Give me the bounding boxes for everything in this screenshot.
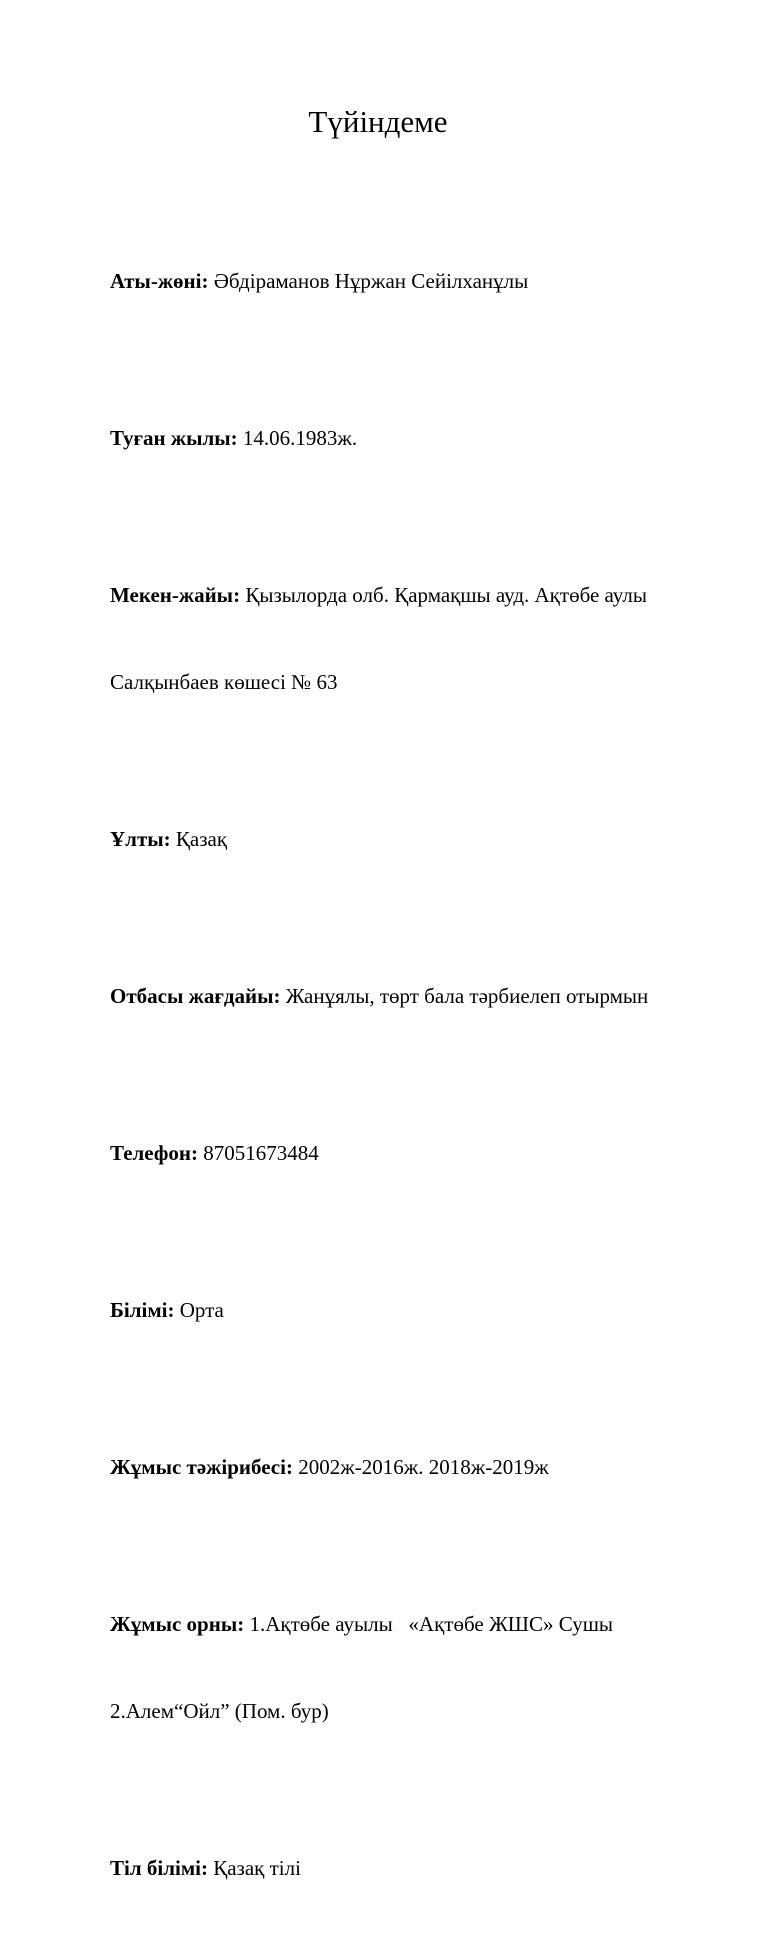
field-line [110, 825, 740, 854]
field-education [110, 1238, 740, 1383]
field-line-continuation: 2.Алем“Ойл” (Пом. бур) [110, 1699, 329, 1723]
field-value: 87051673484 [203, 1141, 319, 1165]
field-value: Қызылорда олб. Қармақшы ауд. Ақтөбе аулы [245, 583, 647, 607]
field-family-status [110, 924, 740, 1069]
field-label: Аты-жөні: [110, 269, 209, 293]
field-label: Мекен-жайы: [110, 583, 241, 607]
field-address [110, 523, 740, 755]
field-birth-date [110, 366, 740, 511]
field-value: 2002ж-2016ж. 2018ж-2019ж [298, 1455, 549, 1479]
field-label: Отбасы жағдайы: [110, 984, 281, 1008]
field-line [110, 424, 740, 453]
field-language [110, 1796, 740, 1941]
document-title: Түйіндеме [308, 104, 448, 139]
resume-fields [110, 209, 740, 1953]
field-line [110, 1610, 740, 1639]
field-line [110, 1139, 740, 1168]
field-label: Тіл білімі: [110, 1856, 208, 1880]
field-workplace [110, 1552, 740, 1784]
field-value: Жанұялы, төрт бала тәрбиелеп отырмын [285, 984, 649, 1008]
field-full-name [110, 209, 740, 354]
field-line [110, 1453, 740, 1482]
field-label: Туған жылы: [110, 426, 238, 450]
field-label: Телефон: [110, 1141, 199, 1165]
field-label: Білімі: [110, 1298, 175, 1322]
field-value: Қазақ тілі [213, 1856, 301, 1880]
field-label: Ұлты: [110, 827, 171, 851]
field-line [110, 581, 740, 610]
field-work-experience [110, 1395, 740, 1540]
field-nationality [110, 767, 740, 912]
field-line [110, 267, 740, 296]
field-value: Әбдіраманов Нұржан Сейілханұлы [213, 269, 529, 293]
field-value: 14.06.1983ж. [242, 426, 358, 450]
field-phone [110, 1081, 740, 1226]
field-line [110, 1296, 740, 1325]
field-value: Қазақ [175, 827, 228, 851]
field-label: Жұмыс орны: [110, 1612, 245, 1636]
field-line [110, 1854, 740, 1883]
field-value: 1.Ақтөбе ауылы «Ақтөбе ЖШС» Сушы [249, 1612, 613, 1636]
field-line-continuation: Салқынбаев көшесі № 63 [110, 670, 338, 694]
field-value: Орта [179, 1298, 224, 1322]
field-line [110, 982, 740, 1011]
field-label: Жұмыс тәжірибесі: [110, 1455, 293, 1479]
